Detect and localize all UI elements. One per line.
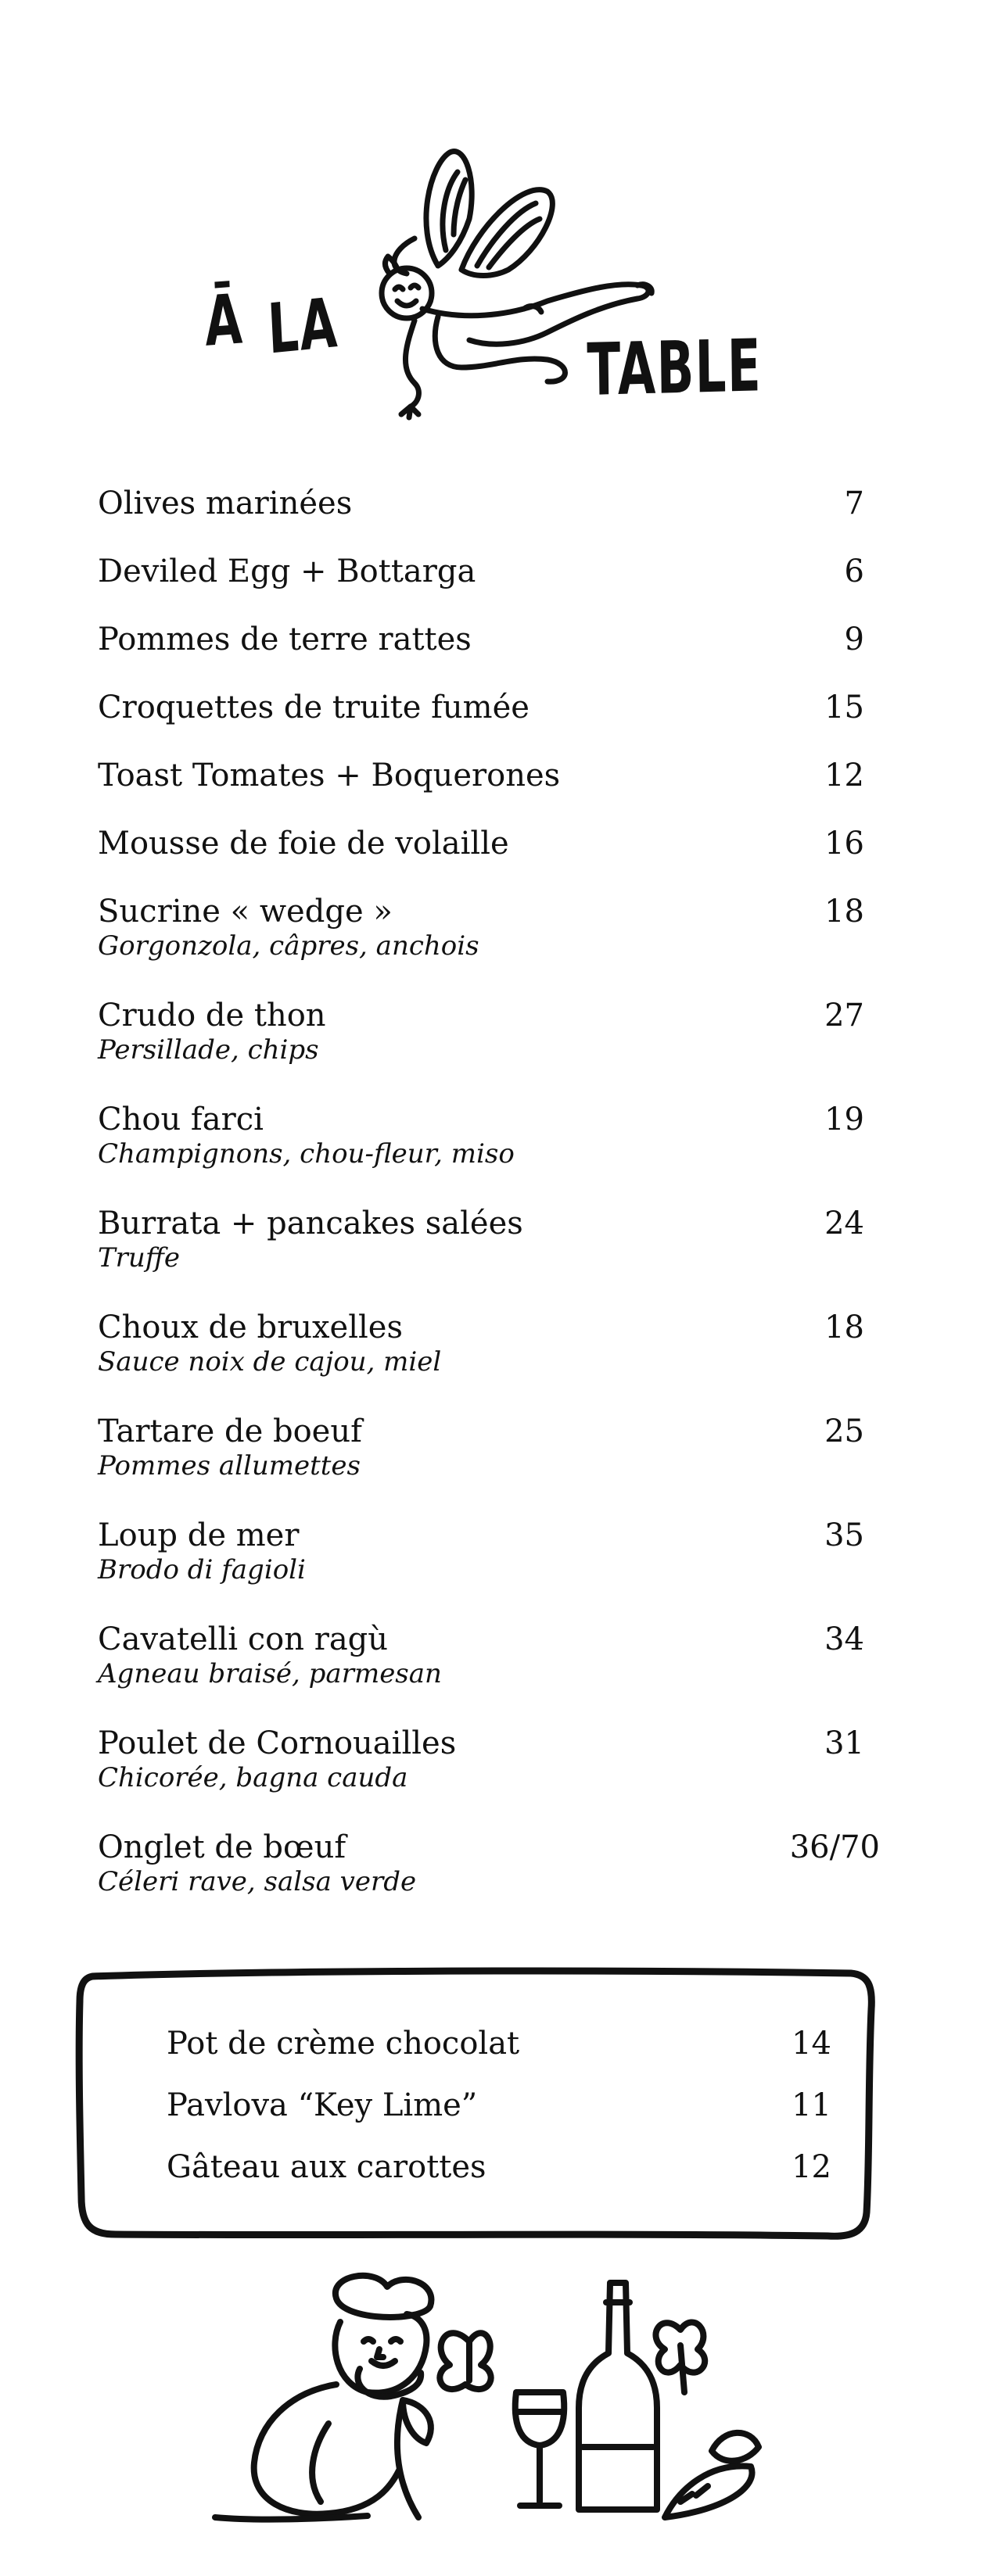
item-description: Céleri rave, salsa verde bbox=[98, 1866, 417, 1897]
item-name: Pommes de terre rattes bbox=[98, 622, 472, 657]
item-name: Chou farci bbox=[98, 1102, 264, 1138]
item-name: Loup de mer bbox=[98, 1517, 300, 1553]
item-price: 34 bbox=[824, 1621, 864, 1657]
item-description: Sauce noix de cajou, miel bbox=[98, 1346, 442, 1378]
menu-item bbox=[98, 621, 880, 689]
item-name: Choux de bruxelles bbox=[98, 1309, 403, 1345]
item-description: Chicorée, bagna cauda bbox=[98, 1762, 408, 1793]
item-name: Croquettes de truite fumée bbox=[98, 690, 530, 726]
dessert-name: Gâteau aux carottes bbox=[167, 2149, 486, 2185]
menu-item bbox=[98, 1725, 880, 1829]
dessert-name: Pot de crème chocolat bbox=[167, 2026, 520, 2062]
dessert-list bbox=[167, 2025, 831, 2210]
item-name: Tartare de boeuf bbox=[98, 1413, 362, 1449]
item-price: 15 bbox=[824, 690, 864, 726]
chef-wine-bottle-illustration bbox=[211, 2267, 774, 2533]
item-description: Gorgonzola, câpres, anchois bbox=[98, 930, 479, 962]
dessert-price: 14 bbox=[792, 2026, 831, 2062]
item-name: Crudo de thon bbox=[98, 998, 326, 1034]
menu-item bbox=[98, 1517, 880, 1621]
menu-item bbox=[98, 825, 880, 893]
dessert-price: 12 bbox=[792, 2149, 831, 2185]
logo-word-table: TABLE bbox=[587, 324, 763, 412]
restaurant-logo bbox=[180, 133, 774, 430]
menu-item bbox=[98, 1413, 880, 1517]
item-price: 6 bbox=[844, 554, 864, 589]
menu-item bbox=[98, 757, 880, 825]
dessert-price: 11 bbox=[792, 2087, 831, 2123]
item-price: 31 bbox=[824, 1725, 864, 1761]
item-price: 12 bbox=[824, 758, 864, 794]
item-description: Champignons, chou-fleur, miso bbox=[98, 1138, 515, 1170]
item-price: 25 bbox=[824, 1413, 864, 1449]
logo-word-la: LA bbox=[266, 282, 340, 370]
item-price: 24 bbox=[824, 1206, 864, 1241]
menu-item bbox=[98, 689, 880, 757]
item-description: Persillade, chips bbox=[98, 1034, 319, 1066]
item-name: Burrata + pancakes salées bbox=[98, 1206, 523, 1241]
item-price: 16 bbox=[824, 826, 864, 862]
item-price: 27 bbox=[824, 998, 864, 1034]
item-name: Mousse de foie de volaille bbox=[98, 826, 509, 862]
item-price: 35 bbox=[824, 1517, 864, 1553]
item-name: Toast Tomates + Boquerones bbox=[98, 758, 561, 794]
menu-item bbox=[98, 893, 880, 997]
dessert-item bbox=[167, 2148, 831, 2210]
dessert-box bbox=[69, 1962, 882, 2248]
menu-item bbox=[98, 1621, 880, 1725]
footer-illustration bbox=[211, 2267, 774, 2533]
item-name: Olives marinées bbox=[98, 485, 353, 521]
item-name: Poulet de Cornouailles bbox=[98, 1725, 457, 1761]
dessert-item bbox=[167, 2087, 831, 2148]
menu-item bbox=[98, 553, 880, 621]
item-name: Onglet de bœuf bbox=[98, 1829, 346, 1865]
menu-item bbox=[98, 1205, 880, 1309]
item-description: Agneau braisé, parmesan bbox=[98, 1658, 442, 1689]
item-price: 9 bbox=[844, 622, 864, 657]
item-price: 19 bbox=[824, 1102, 864, 1138]
menu-item bbox=[98, 997, 880, 1101]
item-description: Brodo di fagioli bbox=[98, 1554, 306, 1585]
item-name: Cavatelli con ragù bbox=[98, 1621, 389, 1657]
item-description: Pommes allumettes bbox=[98, 1450, 361, 1481]
menu-list bbox=[98, 485, 880, 1933]
menu-item bbox=[98, 1309, 880, 1413]
menu-item bbox=[98, 1101, 880, 1205]
item-price: 18 bbox=[824, 894, 864, 930]
dessert-name: Pavlova “Key Lime” bbox=[167, 2087, 478, 2123]
item-price: 36/70 bbox=[789, 1829, 880, 1865]
menu-item bbox=[98, 1829, 880, 1933]
item-name: Sucrine « wedge » bbox=[98, 894, 393, 930]
item-description: Truffe bbox=[98, 1242, 181, 1274]
item-name: Deviled Egg + Bottarga bbox=[98, 554, 476, 589]
logo-letter-a: Ā bbox=[203, 278, 245, 362]
dessert-item bbox=[167, 2025, 831, 2087]
menu-item bbox=[98, 485, 880, 553]
item-price: 7 bbox=[844, 485, 864, 521]
item-price: 18 bbox=[824, 1309, 864, 1345]
